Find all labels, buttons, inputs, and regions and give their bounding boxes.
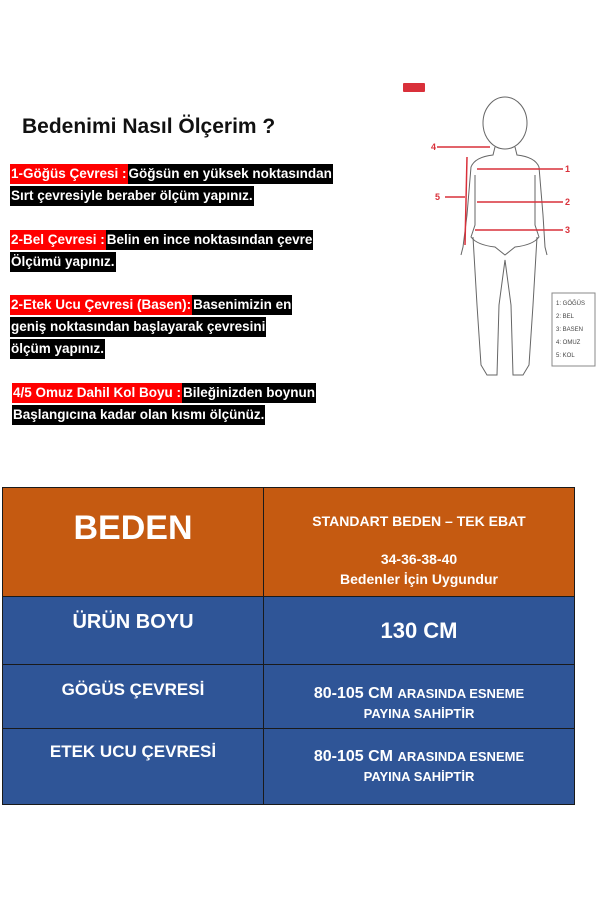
row-value-cell (264, 597, 575, 665)
brand-tag (403, 83, 425, 92)
row-label: ÜRÜN BOYU (72, 611, 194, 633)
header-value-line: STANDART BEDEN – TEK EBAT (312, 513, 526, 529)
item-text: Bileğinizden boynun (182, 383, 316, 403)
item-text: geniş noktasından başlayarak çevresini (10, 317, 266, 337)
header-label: BEDEN (73, 509, 193, 547)
item-label: 2-Bel Çevresi : (10, 230, 106, 250)
body-measurement-figure (395, 75, 600, 395)
guide-title: Bedenimi Nasıl Ölçerim ? (22, 115, 276, 138)
legend-item: 3: BASEN (556, 327, 584, 333)
header-value-cell (264, 488, 575, 597)
marker-4: 4 (431, 142, 437, 152)
row-value: ARASINDA ESNEME (397, 686, 525, 701)
header-value-line: 34-36-38-40 (380, 551, 458, 567)
legend-item: 2: BEL (556, 314, 575, 320)
size-table-header (3, 488, 575, 597)
row-label-cell (3, 665, 264, 729)
row-value-cell (264, 729, 575, 805)
marker-2: 2 (565, 197, 571, 207)
row-value: 130 CM (380, 618, 458, 643)
row-value: PAYINA SAHİPTİR (363, 769, 475, 784)
item-text: Belin en ince noktasından çevre (106, 230, 314, 250)
item-text: Göğsün en yüksek noktasından (128, 164, 333, 184)
legend-item: 5: KOL (556, 353, 575, 359)
item-text: Ölçümü yapınız. (10, 252, 116, 272)
size-table (2, 487, 575, 805)
row-value: 80-105 CM (313, 685, 394, 702)
item-label: 1-Göğüs Çevresi : (10, 164, 128, 184)
header-label-cell (3, 488, 264, 597)
item-text: ölçüm yapınız. (10, 339, 105, 359)
row-value-cell (264, 665, 575, 729)
item-text: Başlangıcına kadar olan kısmı ölçünüz. (12, 405, 265, 425)
item-label: 4/5 Omuz Dahil Kol Boyu : (12, 383, 182, 403)
legend-item: 4: OMUZ (556, 340, 581, 346)
guide-item-hip (10, 294, 292, 360)
marker-3: 3 (565, 225, 571, 235)
item-label: 2-Etek Ucu Çevresi (Basen): (10, 295, 192, 315)
row-label: ETEK UCU ÇEVRESİ (49, 742, 217, 761)
row-label: GÖGÜS ÇEVRESİ (61, 680, 205, 699)
table-row (3, 597, 575, 665)
row-value: PAYINA SAHİPTİR (363, 706, 475, 721)
row-label-cell (3, 597, 264, 665)
item-text: Sırt çevresiyle beraber ölçüm yapınız. (10, 186, 254, 206)
guide-item-sleeve (12, 382, 316, 426)
row-value: 80-105 CM (313, 748, 394, 765)
guide-item-chest (10, 163, 333, 207)
table-row (3, 729, 575, 805)
header-value-line: Bedenler İçin Uygundur (340, 571, 498, 587)
marker-1: 1 (565, 164, 571, 174)
marker-5: 5 (435, 192, 441, 202)
row-label-cell (3, 729, 264, 805)
guide-item-waist (10, 229, 313, 273)
item-text: Basenimizin en (192, 295, 292, 315)
row-value: ARASINDA ESNEME (397, 749, 525, 764)
table-row (3, 665, 575, 729)
legend-item: 1: GÖĞÜS (556, 301, 586, 307)
